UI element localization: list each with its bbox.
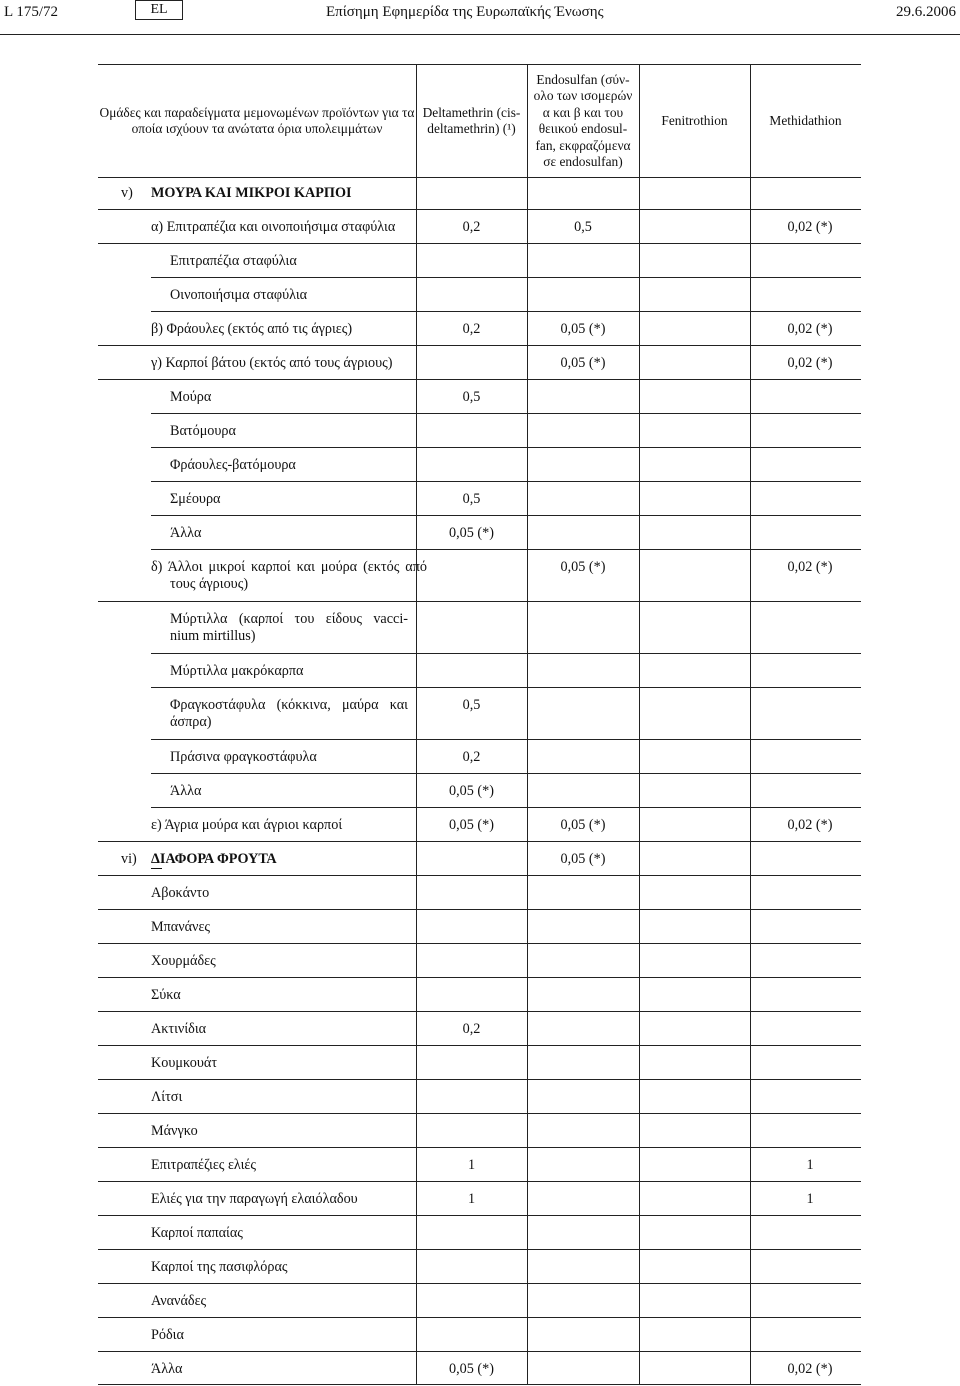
header-text-line: Ομάδες και παραδείγματα μεμονωμένων προϊόντων για τα: [99, 104, 415, 120]
row-divider: [98, 1351, 861, 1352]
row-label: Χουρμάδες: [151, 953, 216, 969]
value-cell-1: 1: [467, 1191, 476, 1207]
row-label: Καρποί της πασιφλόρας: [151, 1259, 288, 1275]
value-cell-1: 0,2: [462, 219, 481, 235]
value-cell-2: 0,05 (*): [560, 817, 606, 833]
value-cell-4: 0,02 (*): [787, 219, 833, 235]
row-divider: [151, 687, 861, 688]
row-divider: [98, 1283, 861, 1284]
row-label: Μούρα: [170, 389, 212, 405]
row-label: δ) Άλλοι μικροί καρποί και μούρα (εκτός από τους άγριους): [151, 559, 427, 592]
row-label: Ακτινίδια: [151, 1021, 207, 1037]
row-divider: [151, 739, 861, 740]
row-label: β) Φράουλες (εκτός από τις άγριες): [151, 321, 353, 337]
value-cell-1: 0,05 (*): [449, 817, 494, 833]
header-text-line: Deltamethrin (cis-: [422, 104, 521, 120]
value-cell-4: 0,02 (*): [787, 817, 833, 833]
row-label: ΜΟΥΡΑ ΚΑΙ ΜΙΚΡΟΙ ΚΑΡΠΟΙ: [151, 185, 352, 201]
header-endosulfan: [527, 64, 639, 178]
header-text-line: Fenitrothion: [661, 112, 728, 128]
row-label: Άλλα: [170, 783, 202, 799]
header-text-line: Methidathion: [769, 112, 842, 128]
row-label: Σύκα: [151, 987, 181, 1003]
row-label: Μάνγκο: [151, 1123, 198, 1139]
row-number: vi): [121, 851, 137, 867]
row-divider: [151, 311, 861, 312]
row-divider: [98, 1181, 861, 1182]
header-rule: [0, 34, 960, 35]
value-cell-2: 0,05 (*): [560, 851, 606, 867]
value-cell-1: 0,5: [462, 697, 481, 713]
row-label: γ) Καρποί βάτου (εκτός από τους άγριους): [151, 355, 393, 371]
row-number: v): [121, 185, 133, 201]
value-cell-4: 1: [806, 1157, 814, 1173]
row-divider: [151, 447, 861, 448]
value-cell-4: 0,02 (*): [787, 1361, 833, 1377]
value-cell-4: 0,02 (*): [787, 355, 833, 371]
header-text-line: deltamethrin) (¹): [427, 121, 516, 136]
value-cell-2: 0,05 (*): [560, 559, 606, 575]
value-cell-1: 0,05 (*): [449, 783, 494, 799]
header-text-line: fan, εκφραζόμενα: [535, 137, 631, 153]
column-divider: [416, 64, 417, 1384]
row-divider: [98, 875, 861, 876]
row-label: Σμέουρα: [170, 491, 221, 507]
row-divider: [151, 549, 861, 550]
row-label: α) Επιτραπέζια και οινοποιήσιμα σταφύλια: [151, 219, 396, 235]
row-divider: [98, 243, 861, 244]
row-label: Λίτσι: [151, 1089, 183, 1105]
row-divider: [151, 413, 861, 414]
row-divider: [98, 1113, 861, 1114]
row-label: Φραγκοστάφυλα (κόκκινα, μαύρα και άσπρα): [170, 697, 408, 730]
row-label: Αβοκάντο: [151, 885, 210, 901]
row-divider: [151, 481, 861, 482]
row-divider: [151, 515, 861, 516]
header-text-line: ολο των ισομερών: [533, 88, 633, 103]
row-label: Οινοποιήσιμα σταφύλια: [170, 287, 308, 303]
row-divider: [98, 1384, 861, 1385]
row-divider: [151, 807, 861, 808]
value-cell-1: 0,2: [462, 321, 481, 337]
header-text-line: α και β και του: [542, 104, 624, 120]
row-divider: [98, 1249, 861, 1250]
header-deltamethrin: [416, 64, 527, 178]
row-divider: [98, 943, 861, 944]
value-cell-2: 0,5: [574, 219, 592, 235]
row-label: Μύρτιλλα (καρποί του είδους vacci- nium mirtillus): [170, 611, 408, 644]
value-cell-4: 0,02 (*): [787, 559, 833, 575]
header-text-line: οποία ισχύουν τα ανώτατα όρια υπολειμμάτων: [131, 121, 383, 136]
value-cell-1: 0,5: [462, 491, 481, 507]
row-label: Κουμκουάτ: [151, 1055, 218, 1071]
row-divider: [98, 909, 861, 910]
value-cell-2: 0,05 (*): [560, 355, 606, 371]
header-text-line: σε endosulfan): [543, 154, 623, 169]
row-divider: [98, 1147, 861, 1148]
journal-title: Επίσημη Εφημερίδα της Ευρωπαϊκής Ένωσης: [326, 4, 604, 20]
row-label: Επιτραπέζιες ελιές: [151, 1157, 257, 1173]
value-cell-1: 0,2: [462, 1021, 481, 1037]
row-label: ε) Άγρια μούρα και άγριοι καρποί: [151, 817, 343, 833]
value-cell-4: 1: [806, 1191, 814, 1207]
row-label: Πράσινα φραγκοστάφυλα: [170, 749, 317, 765]
row-divider: [98, 1317, 861, 1318]
header-product-groups: [98, 64, 416, 178]
header-text-line: θειικού endosul-: [538, 121, 628, 136]
row-divider: [151, 277, 861, 278]
header-text-line: Endosulfan (σύν-: [536, 71, 630, 87]
row-divider: [98, 379, 861, 380]
row-label: Άλλα: [170, 525, 202, 541]
row-label: Ελιές για την παραγωγή ελαιόλαδου: [151, 1191, 358, 1207]
publication-date: 29.6.2006: [896, 4, 956, 20]
page-number: L 175/72: [4, 4, 59, 20]
value-cell-1: 0,5: [462, 389, 481, 405]
row-label: Καρποί παπαίας: [151, 1225, 243, 1241]
language-badge: EL: [135, 0, 183, 20]
value-cell-1: 1: [467, 1157, 476, 1173]
value-cell-1: 0,2: [462, 749, 481, 765]
row-label: Άλλα: [151, 1361, 183, 1377]
row-divider: [98, 209, 861, 210]
row-divider: [98, 841, 861, 842]
value-cell-1: 0,05 (*): [449, 525, 494, 541]
row-label: Βατόμουρα: [170, 423, 236, 439]
row-label: Μύρτιλλα μακρόκαρπα: [170, 663, 304, 679]
value-cell-2: 0,05 (*): [560, 321, 606, 337]
row-label: Φράουλες-βατόμουρα: [170, 457, 296, 473]
row-divider: [98, 1011, 861, 1012]
value-cell-4: 0,02 (*): [787, 321, 833, 337]
row-divider: [98, 1215, 861, 1216]
row-label: Ρόδια: [151, 1327, 184, 1343]
value-cell-1: 0,05 (*): [449, 1361, 494, 1377]
row-label: Μπανάνες: [151, 919, 211, 935]
row-divider: [98, 345, 861, 346]
row-divider: [151, 653, 861, 654]
column-divider: [639, 64, 640, 1384]
row-divider: [98, 1079, 861, 1080]
row-divider: [98, 1045, 861, 1046]
row-divider: [98, 601, 861, 602]
row-label: Επιτραπέζια σταφύλια: [170, 253, 297, 269]
heading-underline: [151, 868, 162, 869]
page-header: [0, 0, 960, 34]
column-divider: [527, 64, 528, 1384]
row-divider: [151, 773, 861, 774]
row-label: Ανανάδες: [151, 1293, 207, 1309]
header-methidathion: [750, 64, 861, 178]
header-fenitrothion: [639, 64, 750, 178]
column-divider: [750, 64, 751, 1384]
row-divider: [98, 977, 861, 978]
row-label: ΔΙΑΦΟΡΑ ΦΡΟΥΤΑ: [151, 851, 277, 867]
